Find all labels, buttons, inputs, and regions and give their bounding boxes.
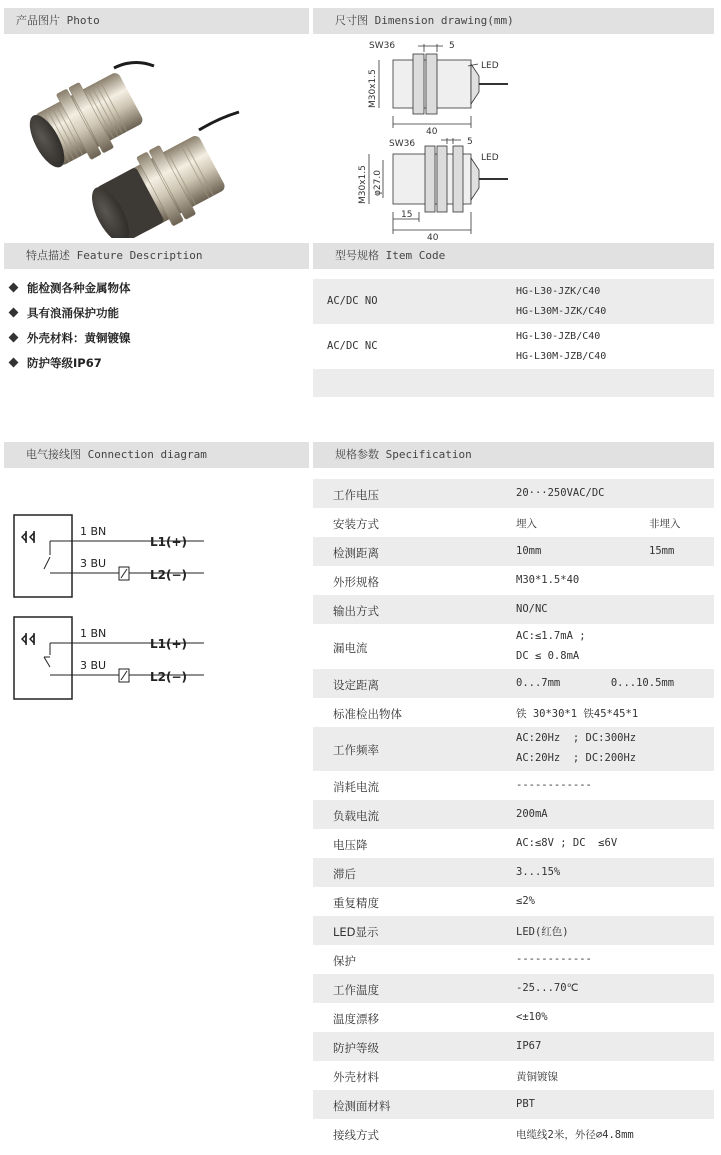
spec-row: 安装方式 埋入 非埋入 xyxy=(333,517,681,531)
spec-row: 漏电流 AC:≤1.7mA ; DC ≤ 0.8mA xyxy=(333,630,586,662)
spec-row: 滞后 3...15% xyxy=(313,858,714,887)
connection-header: 电气接线图 Connection diagram xyxy=(4,442,309,468)
spec-row: 保护 ------------ xyxy=(333,953,592,968)
l1-label: L1(+) xyxy=(150,535,188,549)
spec-header: 规格参数 Specification xyxy=(313,442,714,468)
spec-row: 防护等级 IP67 xyxy=(313,1032,714,1061)
dim1-sw-label: SW36 xyxy=(369,41,396,51)
spec-row: 温度漂移 <±10% xyxy=(333,1011,548,1026)
dim2-width-label: 5 xyxy=(467,137,473,147)
wire-bn-label: 1 BN xyxy=(80,525,107,538)
spec-row: LED显示 LED(红色) xyxy=(313,916,714,945)
item-code-row: AC/DC NC HG-L30-JZB/C40 HG-L30M-JZB/C40 xyxy=(327,331,607,362)
spec-row: 消耗电流 ------------ xyxy=(333,779,592,794)
spec-row: 接线方式 电缆线2米，外径∅4.8mm xyxy=(333,1128,634,1142)
spec-row: 输出方式 NO/NC xyxy=(313,595,714,624)
spec-row: 工作温度 -25...70℃ xyxy=(313,974,714,1003)
dim2-embed-label: 15 xyxy=(401,210,413,220)
spec-row: 检测距离 10mm 15mm xyxy=(313,537,714,566)
wire-bn-label: 1 BN xyxy=(80,627,107,640)
feature-item: 能检测各种金属物体 xyxy=(10,280,131,296)
dim2-sw-label: SW36 xyxy=(389,139,416,149)
dimension-header: 尺寸图 Dimension drawing(mm) xyxy=(313,8,714,34)
spec-row: 标准检出物体 铁 30*30*1 铁45*45*1 xyxy=(333,707,639,721)
diamond-icon xyxy=(9,283,19,293)
l2-label: L2(−) xyxy=(150,568,188,582)
feature-item: 防护等级IP67 xyxy=(10,355,102,371)
feature-item: 具有浪涌保护功能 xyxy=(10,305,119,321)
spec-row: 工作电压 20···250VAC/DC xyxy=(313,479,714,508)
l2-label: L2(−) xyxy=(150,670,188,684)
item-code-row: AC/DC NO HG-L30-JZK/C40 HG-L30M-JZK/C40 xyxy=(313,279,714,324)
spec-row: 外形规格 M30*1.5*40 xyxy=(333,574,580,589)
dim1-led-label: LED xyxy=(481,61,499,71)
spec-row: 设定距离 0...7mm 0...10.5mm xyxy=(313,669,714,698)
spec-row: 负载电流 200mA xyxy=(313,800,714,829)
spec-row: 工作频率 AC:20Hz ; DC:300Hz AC:20Hz ; DC:200Hz xyxy=(313,727,714,771)
dim2-length-label: 40 xyxy=(427,233,439,240)
wire-bu-label: 3 BU xyxy=(80,659,107,672)
connection-diagram xyxy=(4,505,304,705)
feature-item: 外壳材料：黄铜镀镍 xyxy=(10,330,131,346)
wire-bu-label: 3 BU xyxy=(80,557,107,570)
spec-row: 检测面材料 PBT xyxy=(313,1090,714,1119)
spec-row: 电压降 AC:≤8V ; DC ≤6V xyxy=(333,837,618,852)
diamond-icon xyxy=(9,358,19,368)
dim2-led-label: LED xyxy=(481,153,499,163)
dim1-length-label: 40 xyxy=(426,127,438,137)
dimension-drawing xyxy=(313,36,714,240)
spec-row: 重复精度 ≤2% xyxy=(333,895,535,910)
dim2-diameter-label: φ27.0 xyxy=(373,170,383,196)
diamond-icon xyxy=(9,333,19,343)
dim2-thread-label: M30x1.5 xyxy=(358,165,368,204)
item-code-row xyxy=(313,369,714,397)
dim1-width-label: 5 xyxy=(449,41,455,51)
l1-label: L1(+) xyxy=(150,637,188,651)
feature-header: 特点描述 Feature Description xyxy=(4,243,309,269)
dim1-thread-label: M30x1.5 xyxy=(368,69,378,108)
photo-header: 产品图片 Photo xyxy=(4,8,309,34)
spec-row: 外壳材料 黄铜镀镍 xyxy=(333,1070,558,1084)
item-code-header: 型号规格 Item Code xyxy=(313,243,714,269)
diamond-icon xyxy=(9,308,19,318)
product-photo xyxy=(4,38,309,238)
